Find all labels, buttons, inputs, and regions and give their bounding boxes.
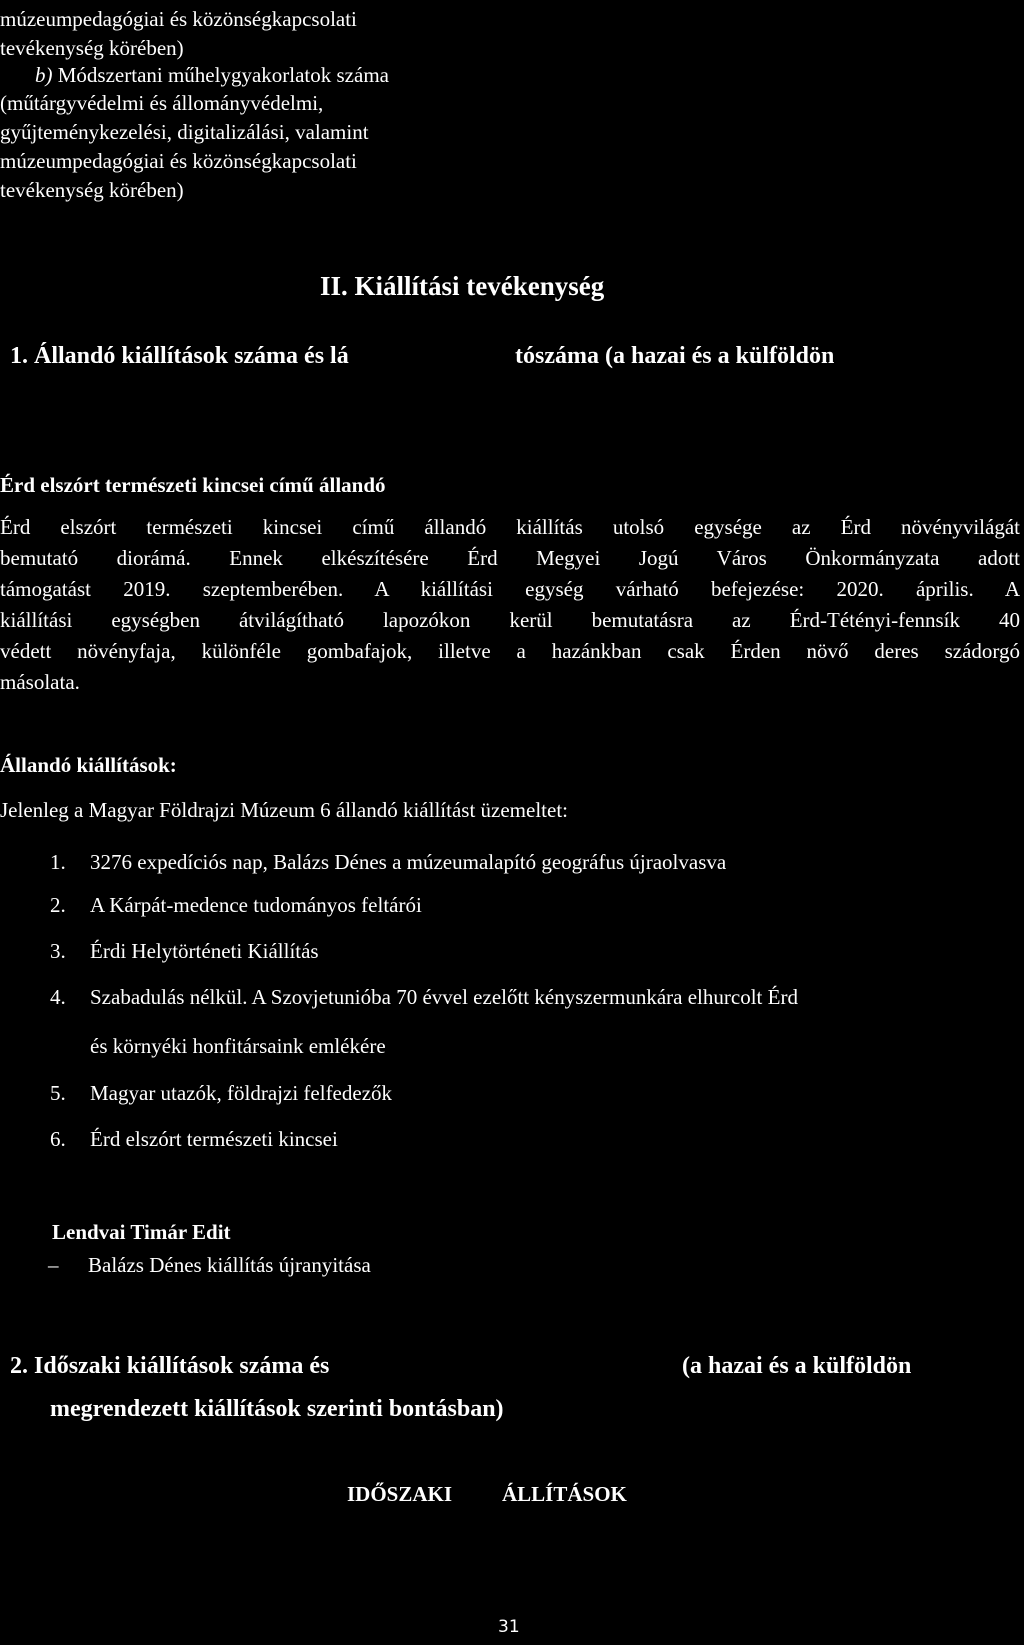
list-number: 6. bbox=[50, 1127, 66, 1151]
list-number: 5. bbox=[50, 1081, 66, 1105]
temporary-heading-part-2: ÁLLÍTÁSOK bbox=[502, 1482, 627, 1506]
list-text: Szabadulás nélkül. A Szovjetunióba 70 évvel ezelőtt kényszermunkára elhurcolt Érd bbox=[90, 985, 798, 1009]
intro-line-2: tevékenység körében) bbox=[0, 36, 184, 60]
paragraph-line: bemutató diorámá. Ennek elkészítésére Érd Megyei Jogú Város Önkormányzata adott bbox=[0, 546, 1020, 570]
page-number: 31 bbox=[498, 1617, 520, 1637]
list-text: A Kárpát-medence tudományos feltárói bbox=[90, 893, 422, 917]
intro-line-3: Módszertani műhelygyakorlatok száma bbox=[52, 63, 389, 87]
list-number: 1. bbox=[50, 850, 66, 874]
heading-2-part-1: 2. Időszaki kiállítások száma és bbox=[10, 1353, 330, 1379]
paragraph-line: másolata. bbox=[0, 670, 80, 694]
heading-1-part-1: 1. Állandó kiállítások száma és lá bbox=[10, 343, 349, 369]
erd-paragraph bbox=[0, 512, 1020, 698]
intro-line-1: múzeumpedagógiai és közönségkapcsolati bbox=[0, 7, 357, 31]
intro-line-5: gyűjteménykezelési, digitalizálási, valamint bbox=[0, 120, 369, 144]
paragraph-line: Érd elszórt természeti kincsei című állandó kiállítás utolsó egysége az Érd növényvilágát bbox=[0, 515, 1020, 539]
list-text: Érd elszórt természeti kincsei bbox=[90, 1127, 338, 1151]
intro-item-b bbox=[35, 60, 389, 90]
paragraph-line: védett növényfaja, különféle gombafajok, illetve a hazánkban csak Érden növő deres szádorgó bbox=[0, 639, 1020, 663]
temporary-heading-part-1: IDŐSZAKI bbox=[347, 1482, 453, 1506]
heading-2-line-2: megrendezett kiállítások szerinti bontásban) bbox=[50, 1396, 504, 1422]
paragraph-line: kiállítási egységben átvilágítható lapozókon kerül bemutatásra az Érd-Tétényi-fennsík 40 bbox=[0, 608, 1020, 632]
intro-line-4: (műtárgyvédelmi és állományvédelmi, bbox=[0, 91, 324, 115]
list-number: 2. bbox=[50, 893, 66, 917]
section-title: II. Kiállítási tevékenység bbox=[320, 271, 605, 301]
staff-task: Balázs Dénes kiállítás újranyitása bbox=[88, 1253, 371, 1277]
item-b-marker: b) bbox=[35, 63, 53, 87]
list-text: és környéki honfitársaink emlékére bbox=[90, 1034, 386, 1058]
list-number: 4. bbox=[50, 985, 66, 1009]
list-number: 3. bbox=[50, 939, 66, 963]
list-text: 3276 expedíciós nap, Balázs Dénes a múzeumalapító geográfus újraolvasva bbox=[90, 850, 727, 874]
list-text: Érdi Helytörténeti Kiállítás bbox=[90, 939, 319, 963]
intro-line-6: múzeumpedagógiai és közönségkapcsolati bbox=[0, 149, 357, 173]
staff-dash: – bbox=[48, 1253, 59, 1277]
permanent-intro: Jelenleg a Magyar Földrajzi Múzeum 6 állandó kiállítást üzemeltet: bbox=[0, 798, 568, 822]
list-text: Magyar utazók, földrajzi felfedezők bbox=[90, 1081, 393, 1105]
permanent-title: Állandó kiállítások: bbox=[0, 753, 177, 777]
staff-name: Lendvai Timár Edit bbox=[52, 1220, 231, 1244]
erd-section-title: Érd elszórt természeti kincsei című állandó bbox=[0, 473, 386, 497]
intro-line-7: tevékenység körében) bbox=[0, 178, 184, 202]
paragraph-line: támogatást 2019. szeptemberében. A kiállítási egység várható befejezése: 2020. április. A bbox=[0, 577, 1020, 601]
heading-2-part-2: (a hazai és a külföldön bbox=[682, 1353, 912, 1379]
heading-1-part-2: tószáma (a hazai és a külföldön bbox=[515, 343, 835, 369]
